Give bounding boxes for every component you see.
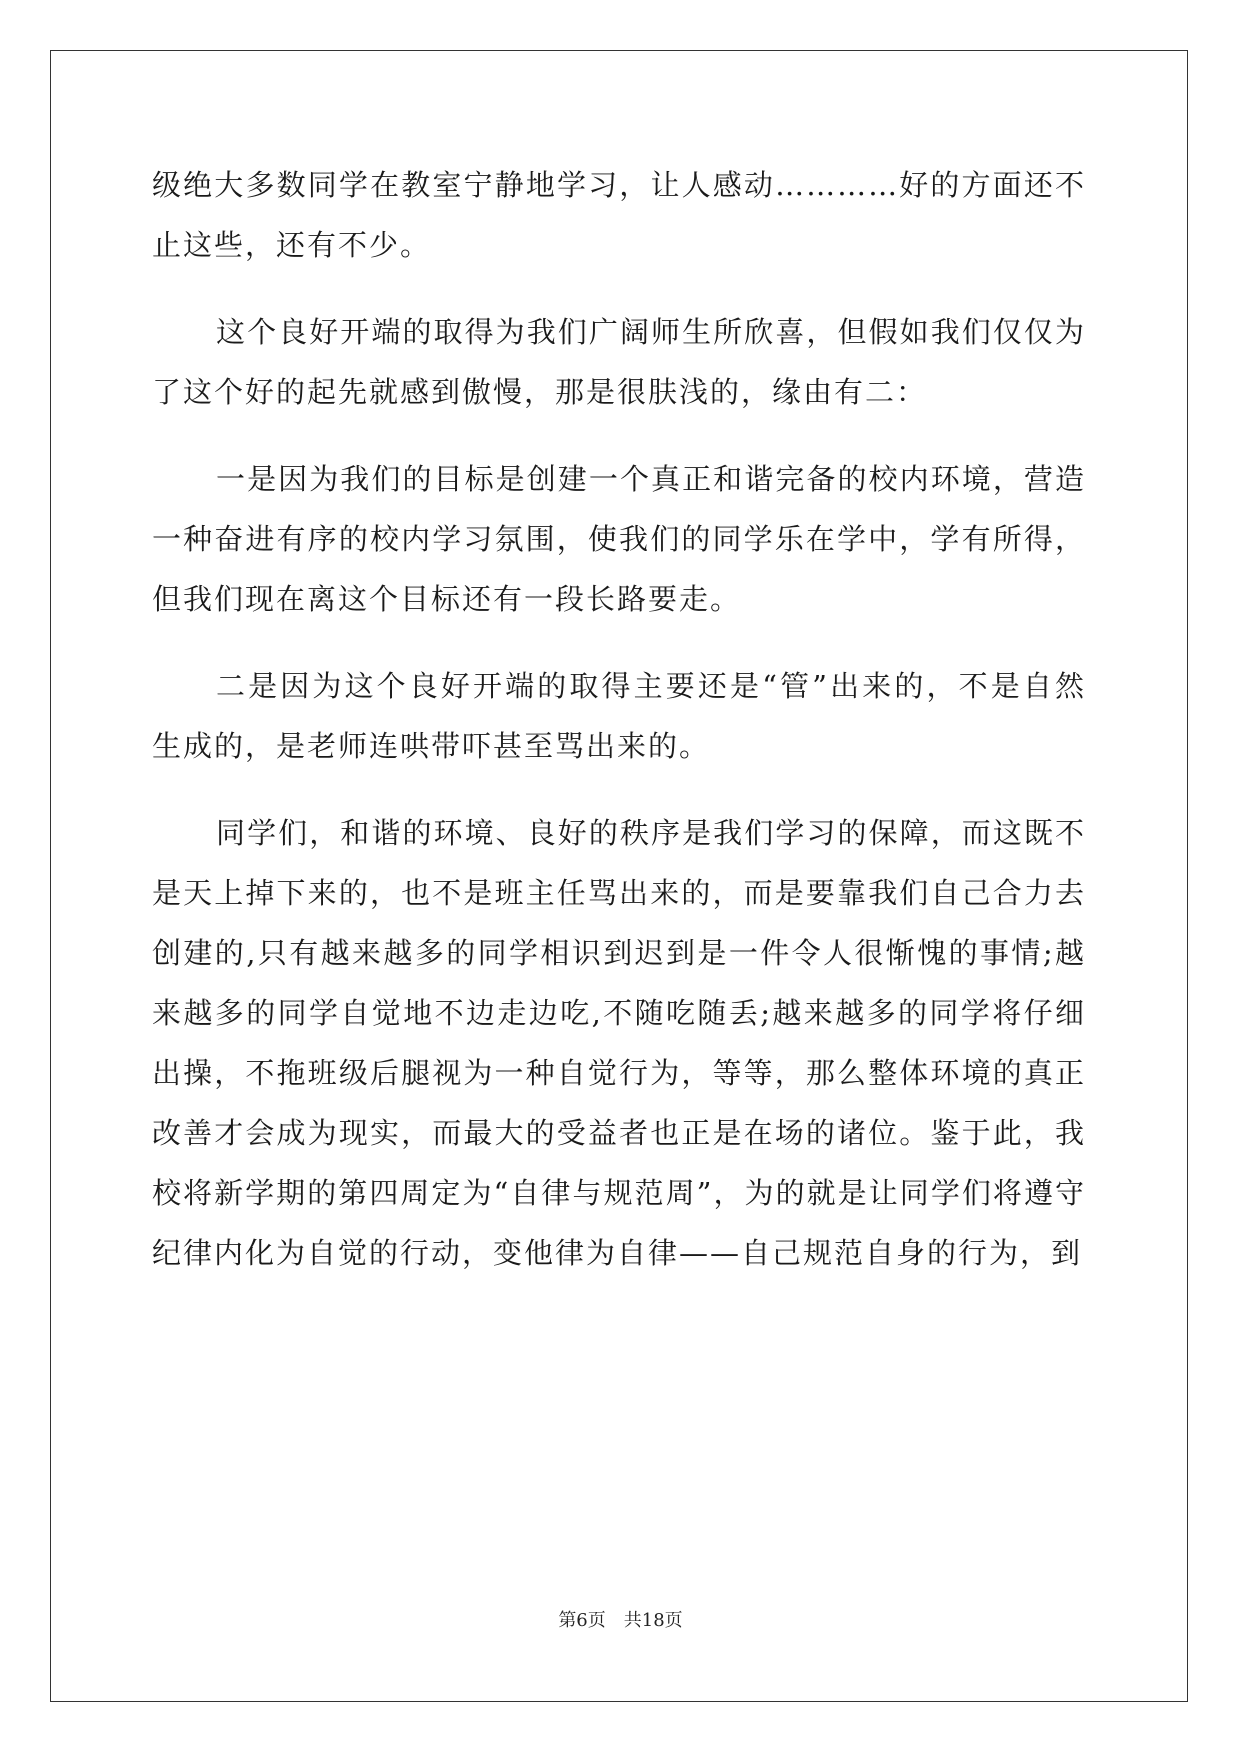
document-body — [152, 155, 1086, 1310]
paragraph-1: 级绝大多数同学在教室宁静地学习，让人感动…………好的方面还不止这些，还有不少。 — [152, 168, 1086, 262]
paragraph-4: 二是因为这个良好开端的取得主要还是“管”出来的，不是自然生成的，是老师连哄带吓甚至骂出来的。 — [152, 669, 1086, 763]
page-number-footer: 第6页 共18页 — [558, 1610, 683, 1631]
paragraph-5: 同学们，和谐的环境、良好的秩序是我们学习的保障，而这既不是天上掉下来的，也不是班主任骂出来的，而是要靠我们自己合力去创建的,只有越来越多的同学相识到迟到是一件令人很惭愧的事情;越来越多的同学自觉地不边走边吃,不随吃随丢;越来越多的同学将仔细出操，不拖班级后腿视为一种自觉行为，等等，那么整体环境的真正改善才会成为现实，而最大的受益者也正是在场的诸位。鉴于此，我校将新学期的第四周定为“自律与规范周”，为的就是让同学们将遵守纪律内化为自觉的行动，变他律为自律——自己规范自身的行为，到 — [152, 816, 1086, 1270]
paragraph-3: 一是因为我们的目标是创建一个真正和谐完备的校内环境，营造一种奋进有序的校内学习氛围，使我们的同学乐在学中，学有所得，但我们现在离这个目标还有一段长路要走。 — [152, 462, 1086, 616]
paragraph-2: 这个良好开端的取得为我们广阔师生所欣喜，但假如我们仅仅为了这个好的起先就感到傲慢，那是很肤浅的，缘由有二： — [152, 315, 1086, 409]
